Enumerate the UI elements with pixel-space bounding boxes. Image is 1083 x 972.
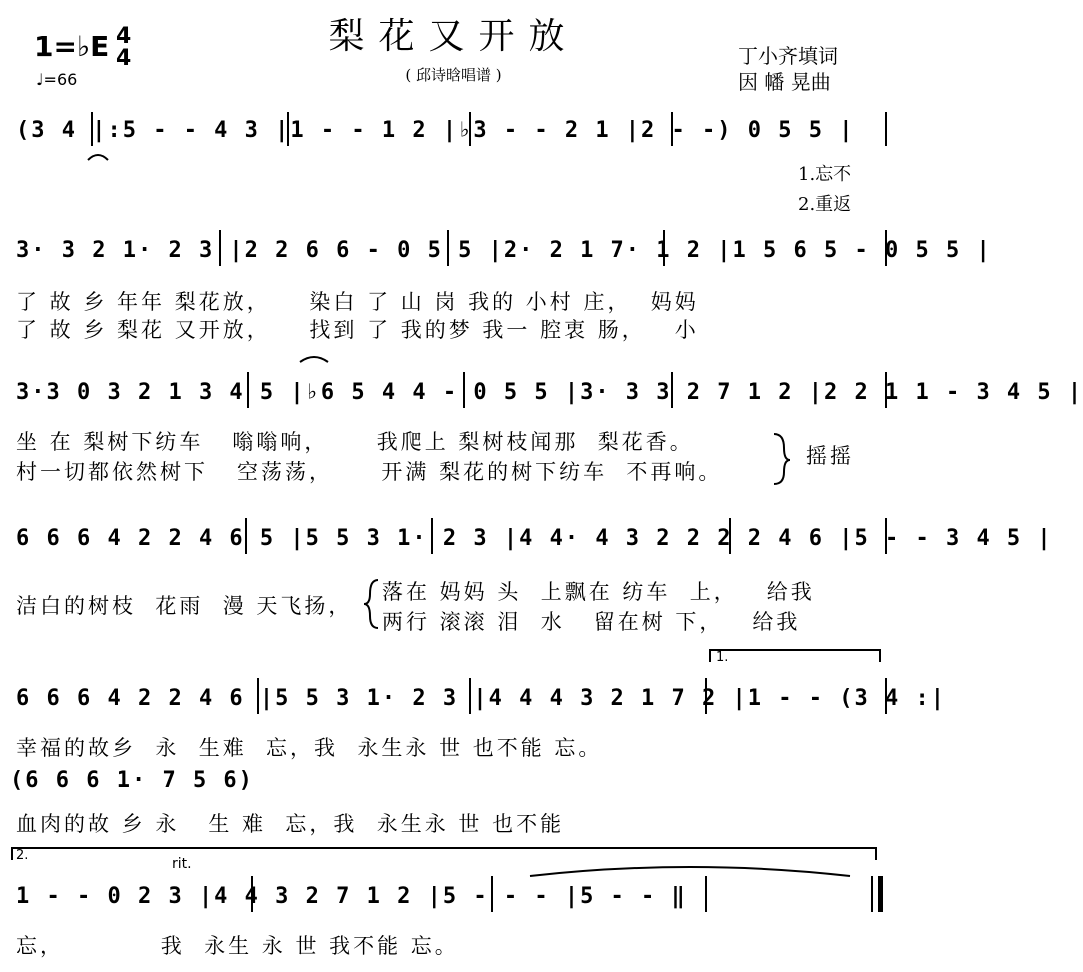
- notation-row-2: 3· 3 2 1· 2 3 |2 2 6 6 - 0 5 5 |2· 2 1 7· 1 2 |1 5 6 5 - 0 5 5 |: [16, 238, 992, 263]
- lyric-row-5: 幸福的故乡 永 生难 忘，我 永生永 世 也不能 忘。: [16, 736, 603, 760]
- volta-1-label: 1.: [716, 650, 729, 665]
- volta-2-label: 2.: [16, 848, 29, 863]
- brace-word: 摇摇: [806, 444, 854, 468]
- lyric-row-3-verse-1: 坐 在 梨树下纺车 嗡嗡响， 我爬上 梨树枝闻那 梨花香。: [16, 430, 694, 454]
- lyric-row-7: 忘， 我 永生 永 世 我不能 忘。: [16, 934, 459, 958]
- notation-row-7: 1 - - 0 2 3 |4 4 3 2 7 1 2 |5 - - - |5 - - ‖: [16, 884, 687, 909]
- tempo-marking: ♩=66: [36, 70, 78, 89]
- verse-marker-1: 1.忘不: [798, 164, 852, 185]
- notation-row-6: (6 6 6 1· 7 5 6): [10, 768, 254, 793]
- lyric-row-6: 血肉的故 乡 永 生 难 忘，我 永生永 世 也不能: [16, 812, 565, 836]
- lyricist-credit: 丁小齐填词: [738, 44, 838, 68]
- notation-row-3: 3·3 0 3 2 1 3 4 5 |♭6 5 4 4 - 0 5 5 |3· 3 3 2 7 1 2 |2 2 1 1 - 3 4 5 |: [16, 380, 1083, 405]
- lyric-row-3-verse-2: 村一切都依然树下 空荡荡， 开满 梨花的树下纺车 不再响。: [16, 460, 723, 484]
- time-signature-top: 4: [116, 24, 132, 49]
- time-signature-bottom: 4: [116, 46, 132, 71]
- lyric-row-2-verse-1: 了 故 乡 年年 梨花放， 染白 了 山 岗 我的 小村 庄， 妈妈: [16, 290, 699, 314]
- song-title: 梨花又开放: [328, 16, 579, 57]
- key-signature: 1=♭E: [34, 30, 110, 63]
- lyric-row-2-verse-2: 了 故 乡 梨花 又开放， 找到 了 我的梦 我一 腔衷 肠， 小: [16, 318, 699, 342]
- notation-row-5: 6 6 6 4 2 2 4 6 |5 5 3 1· 2 3 |4 4 4 3 2 1 7 2 |1 - - (3 4 :|: [16, 686, 946, 711]
- rit-marking: rit.: [172, 856, 192, 872]
- verse-marker-2: 2.重返: [798, 194, 852, 215]
- song-subtitle: ( 邱诗晗唱谱 ): [405, 66, 502, 84]
- lyric-row-4: 洁白的树枝 花雨 漫 天飞扬，: [16, 594, 353, 618]
- notation-row-4: 6 6 6 4 2 2 4 6 5 |5 5 3 1· 2 3 |4 4· 4 3 2 2 2 2 4 6 |5 - - 3 4 5 |: [16, 526, 1053, 551]
- composer-credit: 因 幡 晃曲: [738, 70, 831, 94]
- branch-lyric-1: 落在 妈妈 头 上飘在 纺车 上， 给我: [382, 580, 815, 604]
- branch-lyric-2: 两行 滚滚 泪 水 留在树 下， 给我: [382, 610, 801, 634]
- notation-row-1: (3 4 |:5 - - 4 3 |1 - - 1 2 |♭3 - - 2 1 |2 - -) 0 5 5 |: [16, 118, 855, 143]
